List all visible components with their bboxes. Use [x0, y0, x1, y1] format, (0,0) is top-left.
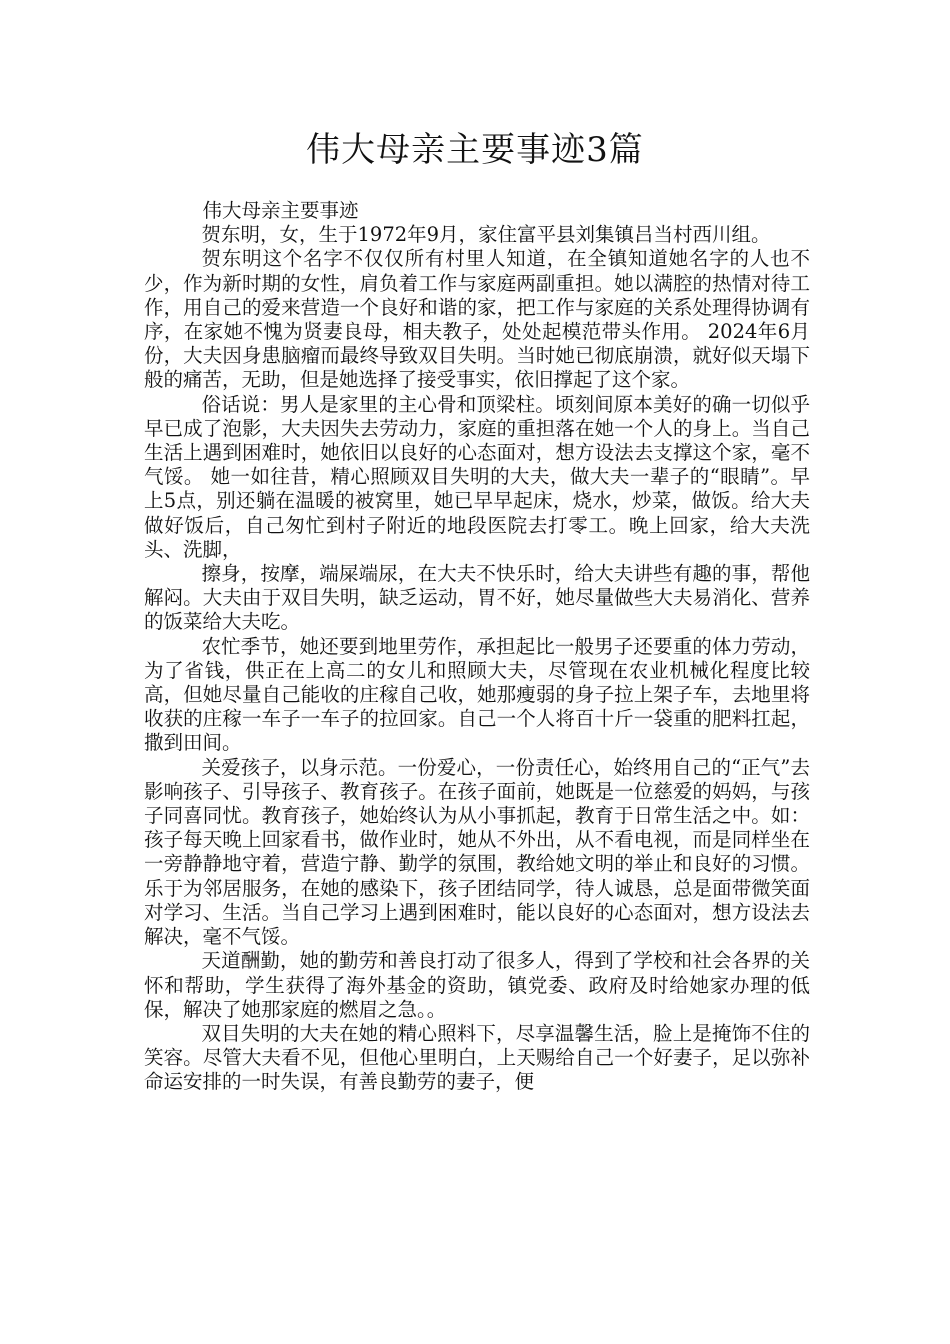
document-body: [144, 199, 810, 1095]
paragraph-3: 俗话说：男人是家里的主心骨和顶梁柱。顷刻间原本美好的确一切似乎早已成了泡影，大夫因失去劳动力，家庭的重担落在她一个人的身上。当自己生活上遇到困难时，她依旧以良好的心态面对，想方设法去支撑这个家，毫不气馁。 她一如往昔，精心照顾双目失明的大夫，做大夫一辈子的“眼睛”。早上5点，别还躺在温暖的被窝里，她已早早起床，烧水，炒菜，做饭。给大夫做好饭后，自己匆忙到村子附近的地段医院去打零工。晚上回家，给大夫洗头、洗脚，: [144, 392, 810, 561]
document-title: 伟大母亲主要事迹3篇: [306, 130, 644, 170]
paragraph-8: 双目失明的大夫在她的精心照料下，尽享温馨生活，脸上是掩饰不住的笑容。尽管大夫看不见，但他心里明白，上天赐给自己一个好妻子，足以弥补命运安排的一时失误，有善良勤劳的妻子，便: [144, 1021, 810, 1094]
paragraph-7: 天道酬勤，她的勤劳和善良打动了很多人，得到了学校和社会各界的关怀和帮助，学生获得了海外基金的资助，镇党委、政府及时给她家办理的低保，解决了她那家庭的燃眉之急。。: [144, 949, 810, 1021]
paragraph-4: 擦身，按摩，端屎端尿，在大夫不快乐时，给大夫讲些有趣的事，帮他解闷。大夫由于双目失明，缺乏运动，胃不好，她尽量做些大夫易消化、营养的饭菜给大夫吃。: [144, 562, 810, 634]
paragraph-6: 关爱孩子，以身示范。一份爱心，一份责任心，始终用自己的“正气”去影响孩子、引导孩子、教育孩子。在孩子面前，她既是一位慈爱的妈妈，与孩子同喜同忧。教育孩子，她始终认为从小事抓起，教育于日常生活之中。如：孩子每天晚上回家看书，做作业时，她从不外出，从不看电视，而是同样坐在一旁静静地守着，营造宁静、勤学的氛围，教给她文明的举止和良好的习惯。乐于为邻居服务，在她的感染下，孩子团结同学，待人诚恳，总是面带微笑面对学习、生活。当自己学习上遇到困难时，能以良好的心态面对，想方设法去解决，毫不气馁。: [144, 755, 810, 949]
section-heading: 伟大母亲主要事迹: [202, 199, 359, 222]
paragraph-1: 贺东明，女，生于1972年9月，家住富平县刘集镇吕当村西川组。: [201, 223, 771, 247]
paragraph-5: 农忙季节，她还要到地里劳作，承担起比一般男子还要重的体力劳动，为了省钱，供正在上高二的女儿和照顾大夫，尽管现在农业机械化程度比较高，但她尽量自己能收的庄稼自己收，她那瘦弱的身子拉上架子车，去地里将收获的庄稼一车子一车子的拉回家。自己一个人将百十斤一袋重的肥料扛起，撒到田间。: [144, 634, 810, 755]
paragraph-2: 贺东明这个名字不仅仅所有村里人知道，在全镇知道她名字的人也不少，作为新时期的女性，肩负着工作与家庭两副重担。她以满腔的热情对待工作，用自己的爱来营造一个良好和谐的家，把工作与家庭的关系处理得协调有序，在家她不愧为贤妻良母，相夫教子，处处起模范带头作用。 2024年6月份，大夫因身患脑瘤而最终导致双目失明。当时她已彻底崩溃，就好似天塌下般的痛苦，无助，但是她选择了接受事实，依旧撑起了这个家。: [144, 247, 810, 392]
